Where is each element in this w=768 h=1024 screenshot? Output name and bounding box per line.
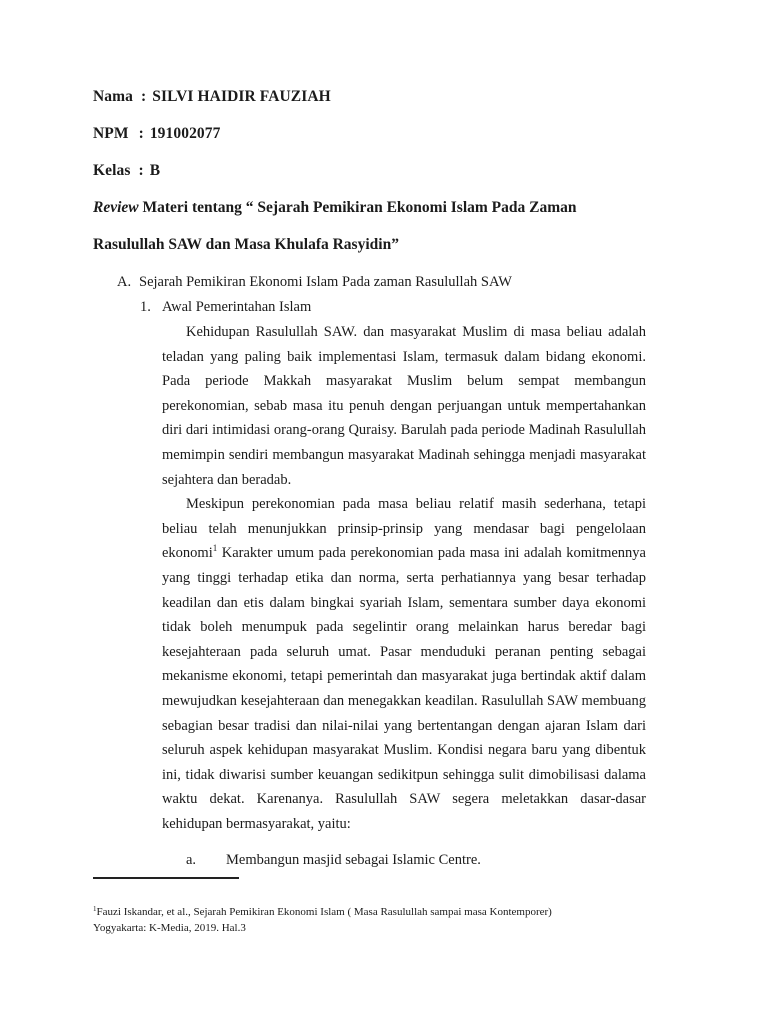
npm-value: 191002077 <box>149 125 221 142</box>
footnote-separator <box>93 877 239 879</box>
nama-value: SILVI HAIDIR FAUZIAH <box>152 88 331 105</box>
section-a-heading <box>117 274 512 291</box>
body-text <box>162 320 646 836</box>
section-a-text: Sejarah Pemikiran Ekonomi Islam Pada zaman Rasulullah SAW <box>139 274 512 290</box>
review-word: Review <box>93 199 139 216</box>
npm-label: NPM <box>93 125 129 142</box>
paragraph-1: Kehidupan Rasulullah SAW. dan masyarakat Muslim di masa beliau adalah teladan yang paling baik implementasi Islam, termasuk dalam bidang ekonomi. Pada periode Makkah masyarakat Muslim belum sempat membangun perekonomian, sebab masa itu penuh dengan perjuangan untuk mempertahankan diri dari intimidasi orang-orang Quraisy. Barulah pada periode Madinah Rasulullah memimpin sendiri membangun masyarakat Madinah sehingga menjadi masyarakat sejahtera dan beradab. <box>162 324 646 488</box>
npm-line <box>93 125 220 143</box>
title-line-2-text: Rasulullah SAW dan Masa Khulafa Rasyidin” <box>93 236 399 253</box>
kelas-separator: : <box>138 162 144 179</box>
list-item-a <box>186 852 481 869</box>
paragraph-2-before-note: Meskipun perekonomian pada masa beliau relatif masih sederhana, tetapi beliau telah menunjukkan prinsip-prinsip yang mendasar bagi pengelolaan ekonomi <box>162 496 646 562</box>
footnote-line-2: Yogyakarta: K-Media, 2019. Hal.3 <box>93 922 246 934</box>
paragraph-2-after-note: Karakter umum pada perekonomian pada masa ini adalah komitmennya yang tinggi terhadap etika dan norma, serta perhatiannya yang besar terhadap keadilan dan etis dalam bingkai syariah Islam, sementara sumber daya ekonomi tidak boleh menumpuk pada segelintir orang melainkan harus beredar bagi kesejahteraan pada seluruh umat. Pasar menduduki peranan penting sebagai mekanisme ekonomi, tetapi pemerintah dan masyarakat juga bertindak aktif dalam mewujudkan kesejahteraan dan menegakkan keadilan. Rasulullah SAW membuang sebagian besar tradisi dan nilai-nilai yang bertentangan dengan ajaran Islam dari seluruh aspek kehidupan masyarakat Muslim. Kondisi negara baru yang dibentuk ini, tidak diwarisi sumber keuangan sedikitpun sehingga sulit dimobilisasi dalama waktu dekat. Karenanya. Rasulullah SAW segera meletakkan dasar-dasar kehidupan bermasyarakat, yaitu: <box>162 545 646 832</box>
list-item-a-marker: a. <box>186 852 197 868</box>
footnote-line-1 <box>93 904 693 920</box>
paragraph-2 <box>162 492 646 836</box>
nama-label: Nama <box>93 88 134 105</box>
npm-separator: : <box>138 125 144 142</box>
nama-line <box>93 88 331 106</box>
section-a-marker: A. <box>117 274 132 290</box>
review-title-line-2 <box>93 236 399 254</box>
subsection-1-marker: 1. <box>140 299 151 315</box>
review-title-line-1 <box>93 199 577 217</box>
kelas-label: Kelas <box>93 162 131 179</box>
subsection-1-heading <box>140 299 311 316</box>
kelas-value: B <box>149 162 161 179</box>
kelas-line <box>93 162 160 180</box>
footnote <box>93 904 693 936</box>
footnote-reference[interactable]: 1 <box>212 543 218 554</box>
footnote-text-1: Fauzi Iskandar, et al., Sejarah Pemikiran Ekonomi Islam ( Masa Rasulullah sampai masa Kontemporer) <box>96 906 552 918</box>
title-line-1-text: Materi tentang “ Sejarah Pemikiran Ekonomi Islam Pada Zaman <box>138 199 577 216</box>
nama-separator: : <box>141 88 147 105</box>
subsection-1-text: Awal Pemerintahan Islam <box>162 299 312 315</box>
list-item-a-text: Membangun masjid sebagai Islamic Centre. <box>226 852 481 868</box>
footnote-number: 1 <box>93 905 97 913</box>
